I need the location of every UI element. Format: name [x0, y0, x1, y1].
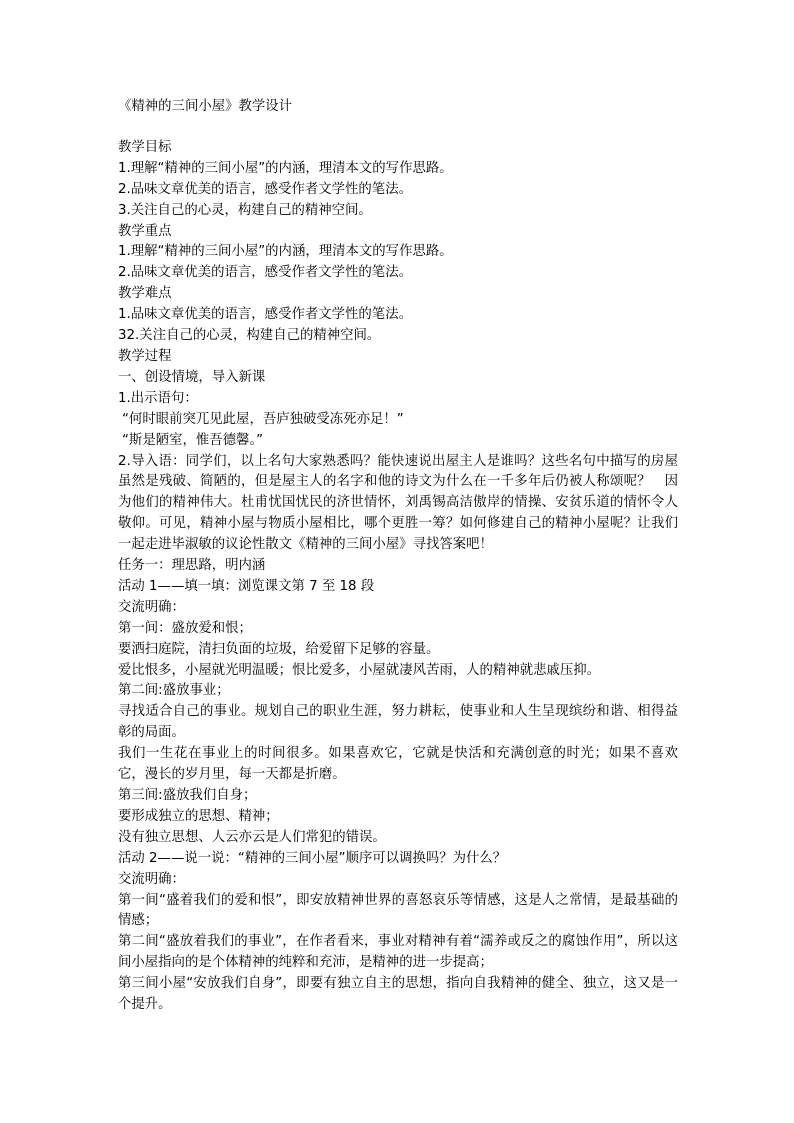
objective-2: 2.品味文章优美的语言，感受作者文学性的笔法。 — [118, 181, 412, 197]
objective-1: 1.理解“精神的三间小屋”的内涵，理清本文的写作思路。 — [118, 160, 453, 176]
room-2-point-2: 我们一生花在事业上的时间很多。如果喜欢它，它就是快活和充满创意的时光；如果不喜欢它，漫长的岁月里，每一天都是折磨。 — [118, 746, 678, 783]
objective-3: 3.关注自己的心灵，构建自己的精神空间。 — [118, 202, 372, 218]
room-2-point-1: 寻找适合自己的事业。规划自己的职业生涯，努力耕耘，使事业和人生呈现缤纷和谐、相得益彰的局面。 — [118, 704, 678, 741]
order-explanation-3: 第三间小屋“安放我们自身”，即要有独立自主的思想，指向自我精神的健全、独立，这又是一个提升。 — [118, 976, 678, 1013]
discussion-label-2: 交流明确： — [118, 871, 185, 887]
room-1-point-1: 要洒扫庭院，清扫负面的垃圾，给爱留下足够的容量。 — [118, 641, 440, 657]
quote-1: “何时眼前突兀见此屋，吾庐独破受冻死亦足！” — [122, 411, 404, 427]
room-3-point-2: 没有独立思想、人云亦云是人们常犯的错误。 — [118, 829, 386, 845]
activity-1-heading: 活动 1——填一填：浏览课文第 7 至 18 段 — [118, 578, 375, 594]
key-point-2: 2.品味文章优美的语言，感受作者文学性的笔法。 — [118, 265, 412, 281]
room-1-heading: 第一间：盛放爱和恨； — [118, 620, 252, 636]
heading-key-points: 教学重点 — [118, 223, 172, 239]
room-3-point-1: 要形成独立的思想、精神； — [118, 808, 279, 824]
heading-difficulties: 教学难点 — [118, 286, 172, 302]
intro-paragraph: 2.导入语：同学们，以上名句大家熟悉吗？能快速说出屋主人是谁吗？这些名句中描写的房屋虽然是残破、简陋的，但是屋主人的名字和他的诗文为什么在一千多年后仍被人称颂呢？ 因为他们的精神伟大。杜甫忧国忧民的济世情怀，刘禹锡高洁傲岸的情操、安贫乐道的情怀令人敬仰。可见，精神小屋与物质小屋相比，哪个更胜一筹？如何修建自己的精神小屋呢？让我们一起走进毕淑敏的议论性散文《精神的三间小屋》寻找答案吧！ — [118, 453, 678, 553]
room-1-point-2: 爱比恨多，小屋就光明温暖；恨比爱多，小屋就凄风苦雨，人的精神就悲戚压抑。 — [118, 662, 601, 678]
heading-process: 教学过程 — [118, 348, 172, 364]
order-explanation-2: 第二间“盛放着我们的事业”，在作者看来，事业对精神有着“濡养或反之的腐蚀作用”，所以这间小屋指向的是个体精神的纯粹和充沛，是精神的进一步提高； — [118, 934, 678, 971]
task-1-heading: 任务一：理思路，明内涵 — [118, 558, 266, 574]
discussion-label-1: 交流明确： — [118, 599, 185, 615]
document-page — [118, 97, 678, 1016]
key-point-1: 1.理解“精神的三间小屋”的内涵，理清本文的写作思路。 — [118, 244, 453, 260]
show-quotes-label: 1.出示语句： — [118, 390, 198, 406]
activity-2-heading: 活动 2——说一说：“精神的三间小屋”顺序可以调换吗？为什么？ — [118, 850, 507, 866]
room-2-heading: 第二间:盛放事业； — [118, 683, 230, 699]
document-title: 《精神的三间小屋》教学设计 — [118, 99, 293, 114]
difficulty-2: 32.关注自己的心灵，构建自己的精神空间。 — [118, 328, 381, 344]
section-1-heading: 一、创设情境，导入新课 — [118, 369, 266, 385]
quote-2: “斯是陋室，惟吾德馨。” — [122, 432, 264, 448]
difficulty-1: 1.品味文章优美的语言，感受作者文学性的笔法。 — [118, 307, 412, 323]
order-explanation-1: 第一间“盛着我们的爱和恨”，即安放精神世界的喜怒哀乐等情感，这是人之常情，是最基础的情感； — [118, 892, 678, 929]
heading-objectives: 教学目标 — [118, 139, 172, 155]
room-3-heading: 第三间:盛放我们自身； — [118, 788, 257, 803]
